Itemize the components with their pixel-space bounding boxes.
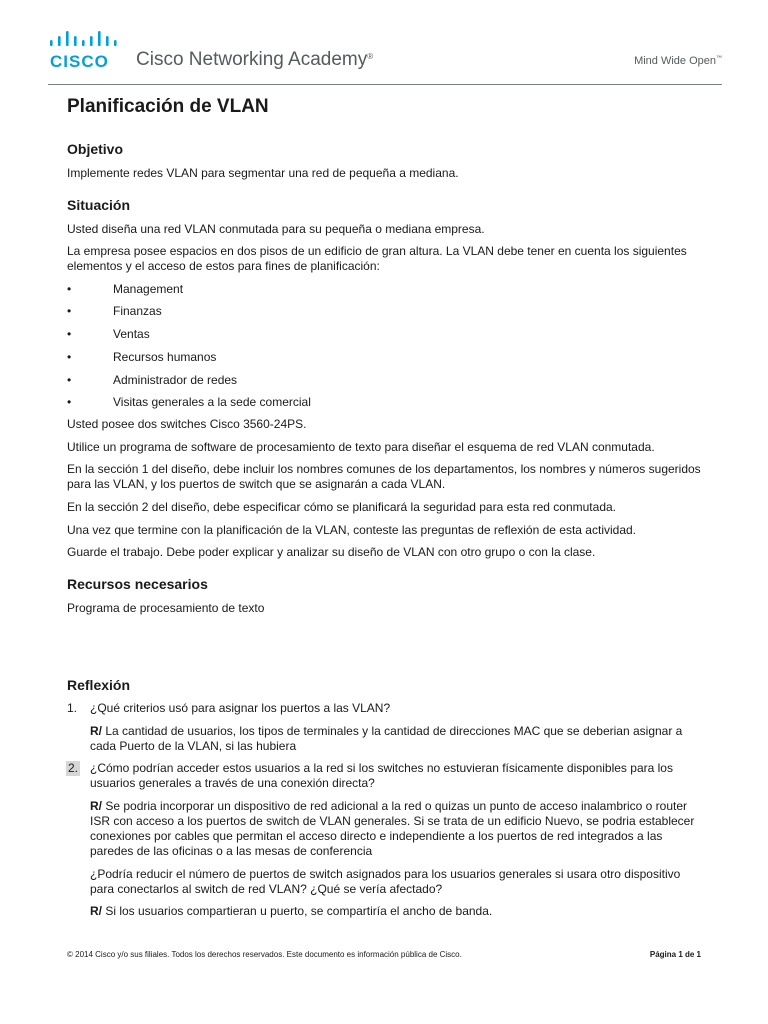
copyright-notice: © 2014 Cisco y/o sus filiales. Todos los derechos reservados. Este documento es información pública de Cisco. xyxy=(67,950,462,959)
situacion-p8: Guarde el trabajo. Debe poder explicar y analizar su diseño de VLAN con otro grupo o con la clase. xyxy=(67,545,596,559)
trademark-mark: ™ xyxy=(716,55,722,62)
recursos-text: Programa de procesamiento de texto xyxy=(67,601,265,615)
question-3: ¿Podría reducir el número de puertos de switch asignados para los usuarios generales si usara otro dispositivo para conectarlos al switch de red VLAN? ¿Qué se vería afectado? xyxy=(90,867,681,896)
academy-name: Cisco Networking Academy® xyxy=(136,49,374,70)
question-text: ¿Qué criterios usó para asignar los puertos a las VLAN? xyxy=(90,701,391,715)
cisco-wordmark: CISCO xyxy=(50,52,109,71)
document-page: CISCO Cisco Networking Academy® Mind Wide Open™ Planificación de VLAN Objetivo Implemente redes VLAN para segmentar una red de pequeña a mediana. Situación Usted diseña una red VLAN conmutada para su pequeña o mediana empresa. La empresa posee espacios en dos pisos de un edificio de gran altura. La VLAN debe tener en cuenta los siguientes elementos y el acceso de estos para fines de planificación: • Management • Finanzas • Ventas • Recursos humanos • Administrador de redes • Visitas generales a la sede comercial Usted posee dos switches Cisco 3560-24PS. Utilice un programa de software de procesamiento de texto para diseñar el esquema de red VLAN conmutada. En la sección 1 del diseño, debe incluir los nombres comunes de los departamentos, los nombres y números sugeridos para las VLAN, y los puertos de switch que se asignarán a cada VLAN. En la sección 2 del diseño, debe especificar cómo se planificará la seguridad para esta red conmutada. Una vez que termine con la planificación de la VLAN, conteste las preguntas de reflexión de esta actividad. Guarde el trabajo. Debe poder explicar y analizar su diseño de VLAN con otro grupo o con la clase. Recursos necesarios Programa de procesamiento de texto Reflexión 1. ¿Qué criterios usó para asignar los puertos a las VLAN? R/ La cantidad de usuarios, los tipos de terminales y la cantidad de direcciones MAC que se deberian asignar a cada Puerto de la VLAN, si las hubiera 2. ¿Cómo podrían acceder estos usuarios a la red si los switches no estuvieran físicamente disponibles para los usuarios generales a través de una conexión directa? R/ Se podria incorporar un dispositivo de red adicional a la red o quizas un punto de acceso inalambrico o router ISR con acceso a los puertos de switch de VLAN generales. Si se trata de un edificio Nuevo, se podria establecer conexiones por cables que permitan el acceso directo e independiente a los puertos de red integrados a las paredes de las oficinas o a las mesas de conferencia ¿Podría reducir el número de puertos de switch asignados para los usuarios generales si usara otro dispositivo para conectarlos al switch de red VLAN? ¿Qué se vería afectado? R/ Si los usuarios compartieran u puerto, se compartiría el ancho de banda. © 2014 Cisco y/o sus filiales. Todos los derechos reservados. Este documento es información pública de Cisco. Página 1 de 1 xyxy=(0,0,768,1024)
situacion-p6: En la sección 2 del diseño, debe especificar cómo se planificará la seguridad para esta red conmutada. xyxy=(67,500,616,514)
answer-2: R/ Se podria incorporar un dispositivo de red adicional a la red o quizas un punto de acceso inalambrico o router ISR con acceso a los puertos de switch de VLAN generales. Si se trata de un edificio Nuevo, se podria establecer conexiones por cables que permitan el acceso directo e independiente a los puertos de red integrados a las paredes de las oficinas o a las mesas de conferencia xyxy=(90,799,695,858)
recursos-heading: Recursos necesarios xyxy=(67,576,208,592)
situacion-p5: En la sección 1 del diseño, debe incluir los nombres comunes de los departamentos, los nombres y números sugeridos para las VLAN, y los puertos de switch que se asignarán a cada VLAN. xyxy=(67,462,701,491)
registered-mark: ® xyxy=(367,52,374,61)
situacion-p4: Utilice un programa de software de procesamiento de texto para diseñar el esquema de red VLAN conmutada. xyxy=(67,440,655,454)
situacion-p3: Usted posee dos switches Cisco 3560-24PS. xyxy=(67,417,307,431)
situacion-p7: Una vez que termine con la planificación de la VLAN, conteste las preguntas de reflexión de esta actividad. xyxy=(67,523,637,537)
answer-1: R/ La cantidad de usuarios, los tipos de terminales y la cantidad de direcciones MAC que se deberian asignar a cada Puerto de la VLAN, si las hubiera xyxy=(90,724,683,753)
objetivo-heading: Objetivo xyxy=(67,141,124,157)
situacion-p2: La empresa posee espacios en dos pisos de un edificio de gran altura. La VLAN debe tener en cuenta los siguientes elementos y el acceso de estos para fines de planificación: xyxy=(67,244,687,273)
question-text: ¿Cómo podrían acceder estos usuarios a la red si los switches no estuvieran físicamente disponibles para los usuarios generales a través de una conexión directa? xyxy=(90,761,673,790)
tagline: Mind Wide Open™ xyxy=(634,55,722,67)
question-number: 2. xyxy=(68,761,79,775)
answer-3: R/ Si los usuarios compartieran u puerto, se compartiría el ancho de banda. xyxy=(90,904,493,918)
header-divider xyxy=(48,84,722,85)
page-number: Página 1 de 1 xyxy=(649,950,701,959)
question-number: 1. xyxy=(67,701,78,715)
objetivo-text: Implemente redes VLAN para segmentar una red de pequeña a mediana. xyxy=(67,166,459,180)
page-header xyxy=(0,0,768,90)
page-title: Planificación de VLAN xyxy=(67,96,269,117)
situacion-heading: Situación xyxy=(67,197,131,213)
situacion-p1: Usted diseña una red VLAN conmutada para su pequeña o mediana empresa. xyxy=(67,222,485,236)
reflexion-heading: Reflexión xyxy=(67,677,131,693)
